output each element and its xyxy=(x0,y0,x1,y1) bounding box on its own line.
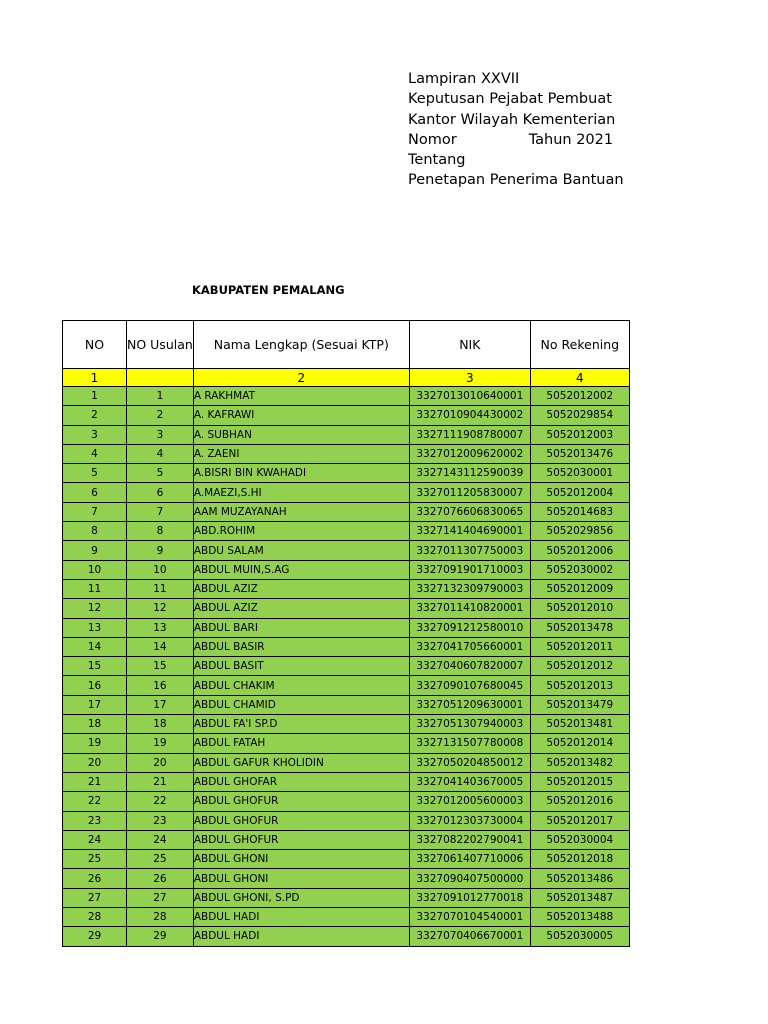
cell-no-usulan: 23 xyxy=(127,811,194,830)
cell-nik: 3327090107680045 xyxy=(409,676,530,695)
cell-no-usulan: 3 xyxy=(127,425,194,444)
cell-nama: ABDUL GHOFAR xyxy=(193,772,409,791)
cell-rekening: 5052012016 xyxy=(530,792,629,811)
column-index-row xyxy=(63,369,630,387)
cell-rekening: 5052013482 xyxy=(530,753,629,772)
table-row xyxy=(63,464,630,483)
cell-no: 14 xyxy=(63,637,127,656)
cell-no: 4 xyxy=(63,444,127,463)
cell-nik: 3327070406670001 xyxy=(409,927,530,946)
cell-no-usulan: 25 xyxy=(127,850,194,869)
header-tahun: Tahun 2021 xyxy=(528,131,614,148)
cell-nik: 3327141404690001 xyxy=(409,522,530,541)
cell-rekening: 5052013481 xyxy=(530,715,629,734)
cell-nama: ABDU SALAM xyxy=(193,541,409,560)
cell-rekening: 5052029856 xyxy=(530,522,629,541)
table-row xyxy=(63,715,630,734)
table-row xyxy=(63,579,630,598)
table-row xyxy=(63,387,630,406)
cell-nama: ABDUL MUIN,S.AG xyxy=(193,560,409,579)
region-title: KABUPATEN PEMALANG xyxy=(192,283,345,297)
cell-no-usulan: 28 xyxy=(127,908,194,927)
header-keputusan: Keputusan Pejabat Pembuat xyxy=(408,91,612,108)
table-row xyxy=(63,850,630,869)
cell-nama: ABDUL GHOFUR xyxy=(193,792,409,811)
cell-no: 18 xyxy=(63,715,127,734)
cell-rekening: 5052029854 xyxy=(530,406,629,425)
cell-nama: ABDUL AZIZ xyxy=(193,579,409,598)
cell-nama: ABDUL GHONI, S.PD xyxy=(193,888,409,907)
cell-nik: 3327013010640001 xyxy=(409,387,530,406)
cell-nik: 3327143112590039 xyxy=(409,464,530,483)
cell-no: 16 xyxy=(63,676,127,695)
header-penetapan: Penetapan Penerima Bantuan xyxy=(408,172,624,189)
table-row xyxy=(63,425,630,444)
cell-nik: 3327012303730004 xyxy=(409,811,530,830)
cell-nama: ABDUL HADI xyxy=(193,908,409,927)
cell-no: 22 xyxy=(63,792,127,811)
cell-no: 25 xyxy=(63,850,127,869)
cell-rekening: 5052012009 xyxy=(530,579,629,598)
table-row xyxy=(63,811,630,830)
cell-rekening: 5052012015 xyxy=(530,772,629,791)
col-index-cell: 1 xyxy=(63,369,127,387)
table-row xyxy=(63,753,630,772)
cell-rekening: 5052013476 xyxy=(530,444,629,463)
cell-rekening: 5052013486 xyxy=(530,869,629,888)
document-header xyxy=(408,69,626,191)
cell-rekening: 5052012010 xyxy=(530,599,629,618)
cell-nik: 3327082202790041 xyxy=(409,830,530,849)
cell-no: 20 xyxy=(63,753,127,772)
cell-rekening: 5052030005 xyxy=(530,927,629,946)
col-header-no-usulan: NO Usulan xyxy=(127,321,194,369)
cell-no-usulan: 26 xyxy=(127,869,194,888)
cell-no: 23 xyxy=(63,811,127,830)
cell-no-usulan: 5 xyxy=(127,464,194,483)
table-row xyxy=(63,676,630,695)
table-row xyxy=(63,560,630,579)
cell-nama: ABDUL FA'I SP.D xyxy=(193,715,409,734)
cell-no: 13 xyxy=(63,618,127,637)
cell-no-usulan: 2 xyxy=(127,406,194,425)
cell-rekening: 5052012003 xyxy=(530,425,629,444)
table-row xyxy=(63,830,630,849)
cell-nik: 3327051209630001 xyxy=(409,695,530,714)
cell-no-usulan: 27 xyxy=(127,888,194,907)
cell-nama: ABDUL GHOFUR xyxy=(193,830,409,849)
header-nomor-line xyxy=(408,130,626,150)
cell-rekening: 5052013487 xyxy=(530,888,629,907)
cell-nik: 3327012009620002 xyxy=(409,444,530,463)
cell-no: 10 xyxy=(63,560,127,579)
table-header-row xyxy=(63,321,630,369)
cell-nama: ABD.ROHIM xyxy=(193,522,409,541)
cell-no-usulan: 18 xyxy=(127,715,194,734)
cell-rekening: 5052012002 xyxy=(530,387,629,406)
cell-nama: ABDUL FATAH xyxy=(193,734,409,753)
table-row xyxy=(63,406,630,425)
cell-nik: 3327070104540001 xyxy=(409,908,530,927)
cell-rekening: 5052012012 xyxy=(530,657,629,676)
cell-nama: A.BISRI BIN KWAHADI xyxy=(193,464,409,483)
table-row xyxy=(63,657,630,676)
cell-rekening: 5052030004 xyxy=(530,830,629,849)
table-row xyxy=(63,637,630,656)
cell-nama: ABDUL GAFUR KHOLIDIN xyxy=(193,753,409,772)
cell-no-usulan: 1 xyxy=(127,387,194,406)
cell-no-usulan: 22 xyxy=(127,792,194,811)
cell-no-usulan: 19 xyxy=(127,734,194,753)
cell-rekening: 5052012014 xyxy=(530,734,629,753)
cell-no: 1 xyxy=(63,387,127,406)
cell-nama: ABDUL GHOFUR xyxy=(193,811,409,830)
col-header-nama: Nama Lengkap (Sesuai KTP) xyxy=(193,321,409,369)
cell-no-usulan: 15 xyxy=(127,657,194,676)
cell-nama: AAM MUZAYANAH xyxy=(193,502,409,521)
header-nomor-label: Nomor xyxy=(408,131,457,148)
cell-no-usulan: 7 xyxy=(127,502,194,521)
cell-no: 2 xyxy=(63,406,127,425)
cell-nik: 3327091212580010 xyxy=(409,618,530,637)
cell-nama: ABDUL HADI xyxy=(193,927,409,946)
cell-nik: 3327132309790003 xyxy=(409,579,530,598)
cell-no: 19 xyxy=(63,734,127,753)
cell-nik: 3327091901710003 xyxy=(409,560,530,579)
table-row xyxy=(63,908,630,927)
col-header-rekening: No Rekening xyxy=(530,321,629,369)
table-row xyxy=(63,502,630,521)
recipient-table xyxy=(62,320,630,947)
cell-no: 7 xyxy=(63,502,127,521)
cell-rekening: 5052030002 xyxy=(530,560,629,579)
cell-nik: 3327076606830065 xyxy=(409,502,530,521)
cell-nik: 3327041705660001 xyxy=(409,637,530,656)
table-row xyxy=(63,483,630,502)
table-row xyxy=(63,695,630,714)
cell-no: 15 xyxy=(63,657,127,676)
cell-rekening: 5052012013 xyxy=(530,676,629,695)
table-row xyxy=(63,869,630,888)
cell-no-usulan: 9 xyxy=(127,541,194,560)
col-index-cell xyxy=(127,369,194,387)
cell-rekening: 5052013478 xyxy=(530,618,629,637)
cell-rekening: 5052012006 xyxy=(530,541,629,560)
cell-no-usulan: 14 xyxy=(127,637,194,656)
cell-rekening: 5052030001 xyxy=(530,464,629,483)
table-row xyxy=(63,599,630,618)
cell-no-usulan: 4 xyxy=(127,444,194,463)
cell-no: 21 xyxy=(63,772,127,791)
cell-no: 11 xyxy=(63,579,127,598)
cell-no: 24 xyxy=(63,830,127,849)
cell-no-usulan: 24 xyxy=(127,830,194,849)
cell-nik: 3327010904430002 xyxy=(409,406,530,425)
cell-no: 6 xyxy=(63,483,127,502)
cell-no: 28 xyxy=(63,908,127,927)
header-tentang: Tentang xyxy=(408,152,466,169)
cell-no: 29 xyxy=(63,927,127,946)
cell-rekening: 5052012011 xyxy=(530,637,629,656)
cell-rekening: 5052013479 xyxy=(530,695,629,714)
col-header-nik: NIK xyxy=(409,321,530,369)
cell-nik: 3327051307940003 xyxy=(409,715,530,734)
cell-nik: 3327061407710006 xyxy=(409,850,530,869)
cell-no: 27 xyxy=(63,888,127,907)
cell-nik: 3327011307750003 xyxy=(409,541,530,560)
cell-nama: ABDUL BARI xyxy=(193,618,409,637)
cell-nama: A.MAEZI,S.HI xyxy=(193,483,409,502)
table-row xyxy=(63,618,630,637)
col-index-cell: 4 xyxy=(530,369,629,387)
cell-no-usulan: 10 xyxy=(127,560,194,579)
cell-rekening: 5052014683 xyxy=(530,502,629,521)
cell-nik: 3327090407500000 xyxy=(409,869,530,888)
cell-nik: 3327041403670005 xyxy=(409,772,530,791)
table-body xyxy=(63,387,630,947)
cell-no: 17 xyxy=(63,695,127,714)
cell-rekening: 5052012004 xyxy=(530,483,629,502)
cell-no-usulan: 17 xyxy=(127,695,194,714)
cell-nik: 3327040607820007 xyxy=(409,657,530,676)
cell-no-usulan: 16 xyxy=(127,676,194,695)
cell-nama: ABDUL BASIR xyxy=(193,637,409,656)
cell-nama: A. SUBHAN xyxy=(193,425,409,444)
cell-no-usulan: 6 xyxy=(127,483,194,502)
cell-no: 12 xyxy=(63,599,127,618)
cell-nama: ABDUL CHAKIM xyxy=(193,676,409,695)
header-lampiran: Lampiran XXVII xyxy=(408,71,520,87)
cell-no: 9 xyxy=(63,541,127,560)
cell-rekening: 5052012018 xyxy=(530,850,629,869)
cell-no-usulan: 12 xyxy=(127,599,194,618)
table-row xyxy=(63,888,630,907)
cell-no-usulan: 11 xyxy=(127,579,194,598)
cell-nama: A. ZAENI xyxy=(193,444,409,463)
table-row xyxy=(63,522,630,541)
cell-nik: 3327011205830007 xyxy=(409,483,530,502)
cell-nik: 3327111908780007 xyxy=(409,425,530,444)
cell-no-usulan: 13 xyxy=(127,618,194,637)
table-row xyxy=(63,444,630,463)
cell-no-usulan: 29 xyxy=(127,927,194,946)
cell-nama: ABDUL AZIZ xyxy=(193,599,409,618)
cell-nama: ABDUL BASIT xyxy=(193,657,409,676)
cell-rekening: 5052012017 xyxy=(530,811,629,830)
header-kantor: Kantor Wilayah Kementerian xyxy=(408,111,616,128)
cell-no-usulan: 8 xyxy=(127,522,194,541)
table-row xyxy=(63,792,630,811)
cell-nik: 3327011410820001 xyxy=(409,599,530,618)
col-header-no: NO xyxy=(63,321,127,369)
cell-nama: ABDUL CHAMID xyxy=(193,695,409,714)
cell-rekening: 5052013488 xyxy=(530,908,629,927)
cell-nama: ABDUL GHONI xyxy=(193,869,409,888)
col-index-cell: 2 xyxy=(193,369,409,387)
cell-nik: 3327091012770018 xyxy=(409,888,530,907)
cell-no: 3 xyxy=(63,425,127,444)
cell-nik: 3327050204850012 xyxy=(409,753,530,772)
cell-nama: A RAKHMAT xyxy=(193,387,409,406)
cell-no: 8 xyxy=(63,522,127,541)
cell-nik: 3327131507780008 xyxy=(409,734,530,753)
cell-nama: ABDUL GHONI xyxy=(193,850,409,869)
cell-no: 26 xyxy=(63,869,127,888)
cell-nik: 3327012005600003 xyxy=(409,792,530,811)
table-row xyxy=(63,927,630,946)
table-row xyxy=(63,541,630,560)
cell-no: 5 xyxy=(63,464,127,483)
cell-nama: A. KAFRAWI xyxy=(193,406,409,425)
cell-no-usulan: 21 xyxy=(127,772,194,791)
table-row xyxy=(63,772,630,791)
cell-no-usulan: 20 xyxy=(127,753,194,772)
table-row xyxy=(63,734,630,753)
col-index-cell: 3 xyxy=(409,369,530,387)
